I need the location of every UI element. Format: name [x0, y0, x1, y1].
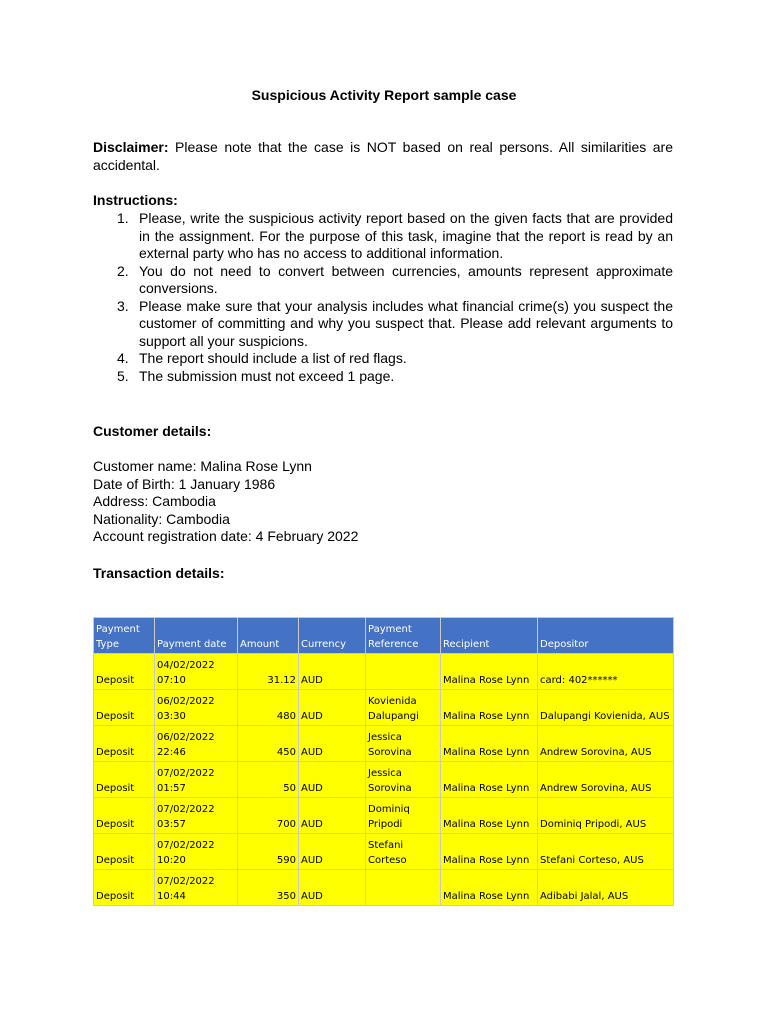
- column-header: Payment Reference: [366, 618, 441, 654]
- instruction-text: The submission must not exceed 1 page.: [139, 367, 395, 384]
- cell-recipient: Malina Rose Lynn: [441, 762, 538, 798]
- cell-currency: AUD: [299, 798, 366, 834]
- cell-depositor: card: 402******: [538, 654, 674, 690]
- customer-registration-date: Account registration date: 4 February 2022: [93, 528, 359, 545]
- payment-date: 06/02/2022: [157, 696, 215, 707]
- cell-payment-type: Deposit: [94, 654, 155, 690]
- payment-time: 10:20: [157, 855, 186, 866]
- column-header: Currency: [299, 618, 366, 654]
- cell-payment-reference: [366, 798, 441, 834]
- cell-payment-type: Deposit: [94, 690, 155, 726]
- table-row: [94, 798, 674, 834]
- transaction-details-heading: Transaction details:: [93, 565, 225, 581]
- cell-amount: 590: [238, 834, 299, 870]
- cell-depositor: Andrew Sorovina, AUS: [538, 726, 674, 762]
- cell-payment-date: [155, 762, 238, 798]
- instruction-number: 3.: [117, 297, 129, 314]
- column-header: Amount: [238, 618, 299, 654]
- payment-date: 04/02/2022: [157, 660, 215, 671]
- reference-line: Sorovina: [368, 783, 412, 794]
- payment-time: 03:57: [157, 819, 186, 830]
- instruction-number: 5.: [117, 367, 129, 384]
- disclaimer-label: Disclaimer:: [93, 139, 169, 155]
- cell-payment-reference: [366, 834, 441, 870]
- cell-payment-reference: [366, 762, 441, 798]
- reference-line: Sorovina: [368, 747, 412, 758]
- instruction-number: 1.: [117, 210, 129, 226]
- transactions-table: [93, 617, 674, 906]
- instruction-item: [93, 298, 673, 351]
- table-row: [94, 870, 674, 906]
- cell-payment-reference: [366, 690, 441, 726]
- payment-date: 07/02/2022: [157, 840, 215, 851]
- reference-line: Jessica: [368, 768, 402, 779]
- instruction-item: [93, 350, 673, 368]
- cell-amount: 450: [238, 726, 299, 762]
- page-title: Suspicious Activity Report sample case: [251, 87, 517, 103]
- reference-line: Pripodi: [368, 819, 403, 830]
- cell-recipient: Malina Rose Lynn: [441, 690, 538, 726]
- payment-date: 07/02/2022: [157, 768, 215, 779]
- cell-amount: 50: [238, 762, 299, 798]
- cell-depositor: Dalupangi Kovienida, AUS: [538, 690, 674, 726]
- reference-line: Dalupangi: [368, 711, 419, 722]
- payment-time: 07:10: [157, 675, 186, 686]
- column-header: Payment date: [155, 618, 238, 654]
- cell-payment-reference: [366, 726, 441, 762]
- reference-line: [368, 889, 438, 904]
- reference-line: Kovienida: [368, 696, 417, 707]
- table-row: [94, 762, 674, 798]
- payment-date: 07/02/2022: [157, 804, 215, 815]
- payment-time: 01:57: [157, 783, 186, 794]
- instruction-number: 4.: [117, 350, 129, 366]
- reference-line: [368, 658, 438, 673]
- payment-date: 07/02/2022: [157, 876, 215, 887]
- cell-payment-reference: [366, 870, 441, 906]
- instruction-item: [93, 263, 673, 298]
- instruction-number: 2.: [117, 262, 129, 279]
- cell-currency: AUD: [299, 762, 366, 798]
- cell-payment-type: Deposit: [94, 834, 155, 870]
- instructions-list: [93, 210, 673, 385]
- cell-recipient: Malina Rose Lynn: [441, 870, 538, 906]
- customer-address: Address: Cambodia: [93, 493, 216, 510]
- reference-line: [368, 673, 438, 688]
- column-header: Payment Type: [94, 618, 155, 654]
- instruction-text: The report should include a list of red flags.: [139, 350, 407, 366]
- payment-time: 22:46: [157, 747, 186, 758]
- instruction-item: [93, 210, 673, 263]
- column-header: Depositor: [538, 618, 674, 654]
- disclaimer-text: Please note that the case is NOT based on real persons. All similarities are accidental.: [93, 139, 673, 173]
- reference-line: Dominiq: [368, 804, 410, 815]
- reference-line: Stefani: [368, 840, 404, 851]
- reference-line: Corteso: [368, 855, 407, 866]
- instruction-text: Please make sure that your analysis includes what financial crime(s) you suspect the customer of committing and why you suspect that. Please add relevant arguments to support all your suspicions.: [139, 297, 673, 349]
- cell-payment-type: Deposit: [94, 762, 155, 798]
- column-header: Recipient: [441, 618, 538, 654]
- cell-payment-date: [155, 654, 238, 690]
- customer-nationality: Nationality: Cambodia: [93, 510, 230, 527]
- cell-payment-type: Deposit: [94, 798, 155, 834]
- cell-currency: AUD: [299, 834, 366, 870]
- cell-amount: 700: [238, 798, 299, 834]
- cell-depositor: Stefani Corteso, AUS: [538, 834, 674, 870]
- instruction-text: You do not need to convert between currencies, amounts represent approximate conversions.: [139, 262, 673, 296]
- cell-recipient: Malina Rose Lynn: [441, 726, 538, 762]
- table-row: [94, 726, 674, 762]
- cell-payment-reference: [366, 654, 441, 690]
- cell-payment-date: [155, 798, 238, 834]
- table-row: [94, 690, 674, 726]
- disclaimer: [93, 139, 673, 174]
- table-header-row: [94, 618, 674, 654]
- cell-payment-type: Deposit: [94, 726, 155, 762]
- cell-payment-date: [155, 690, 238, 726]
- cell-recipient: Malina Rose Lynn: [441, 834, 538, 870]
- customer-dob: Date of Birth: 1 January 1986: [93, 475, 276, 492]
- cell-depositor: Dominiq Pripodi, AUS: [538, 798, 674, 834]
- cell-recipient: Malina Rose Lynn: [441, 654, 538, 690]
- payment-time: 10:44: [157, 891, 186, 902]
- instruction-text: Please, write the suspicious activity report based on the given facts that are provided in the assignment. For the purpose of this task, imagine that the report is read by an external party who has no access to additional information.: [139, 210, 673, 261]
- cell-amount: 480: [238, 690, 299, 726]
- reference-line: [368, 874, 438, 889]
- instructions-heading: Instructions:: [93, 192, 178, 208]
- cell-payment-type: Deposit: [94, 870, 155, 906]
- cell-payment-date: [155, 834, 238, 870]
- cell-depositor: Adibabi Jalal, AUS: [538, 870, 674, 906]
- customer-name: Customer name: Malina Rose Lynn: [93, 458, 312, 474]
- transactions-body: [94, 654, 674, 906]
- cell-currency: AUD: [299, 690, 366, 726]
- table-row: [94, 654, 674, 690]
- table-row: [94, 834, 674, 870]
- reference-line: Jessica: [368, 732, 402, 743]
- cell-payment-date: [155, 726, 238, 762]
- cell-currency: AUD: [299, 870, 366, 906]
- cell-depositor: Andrew Sorovina, AUS: [538, 762, 674, 798]
- cell-currency: AUD: [299, 654, 366, 690]
- payment-time: 03:30: [157, 711, 186, 722]
- payment-date: 06/02/2022: [157, 732, 215, 743]
- cell-amount: 31.12: [238, 654, 299, 690]
- instruction-item: [93, 368, 673, 386]
- customer-details: [93, 458, 673, 546]
- cell-amount: 350: [238, 870, 299, 906]
- customer-details-heading: Customer details:: [93, 423, 212, 439]
- cell-payment-date: [155, 870, 238, 906]
- cell-currency: AUD: [299, 726, 366, 762]
- cell-recipient: Malina Rose Lynn: [441, 798, 538, 834]
